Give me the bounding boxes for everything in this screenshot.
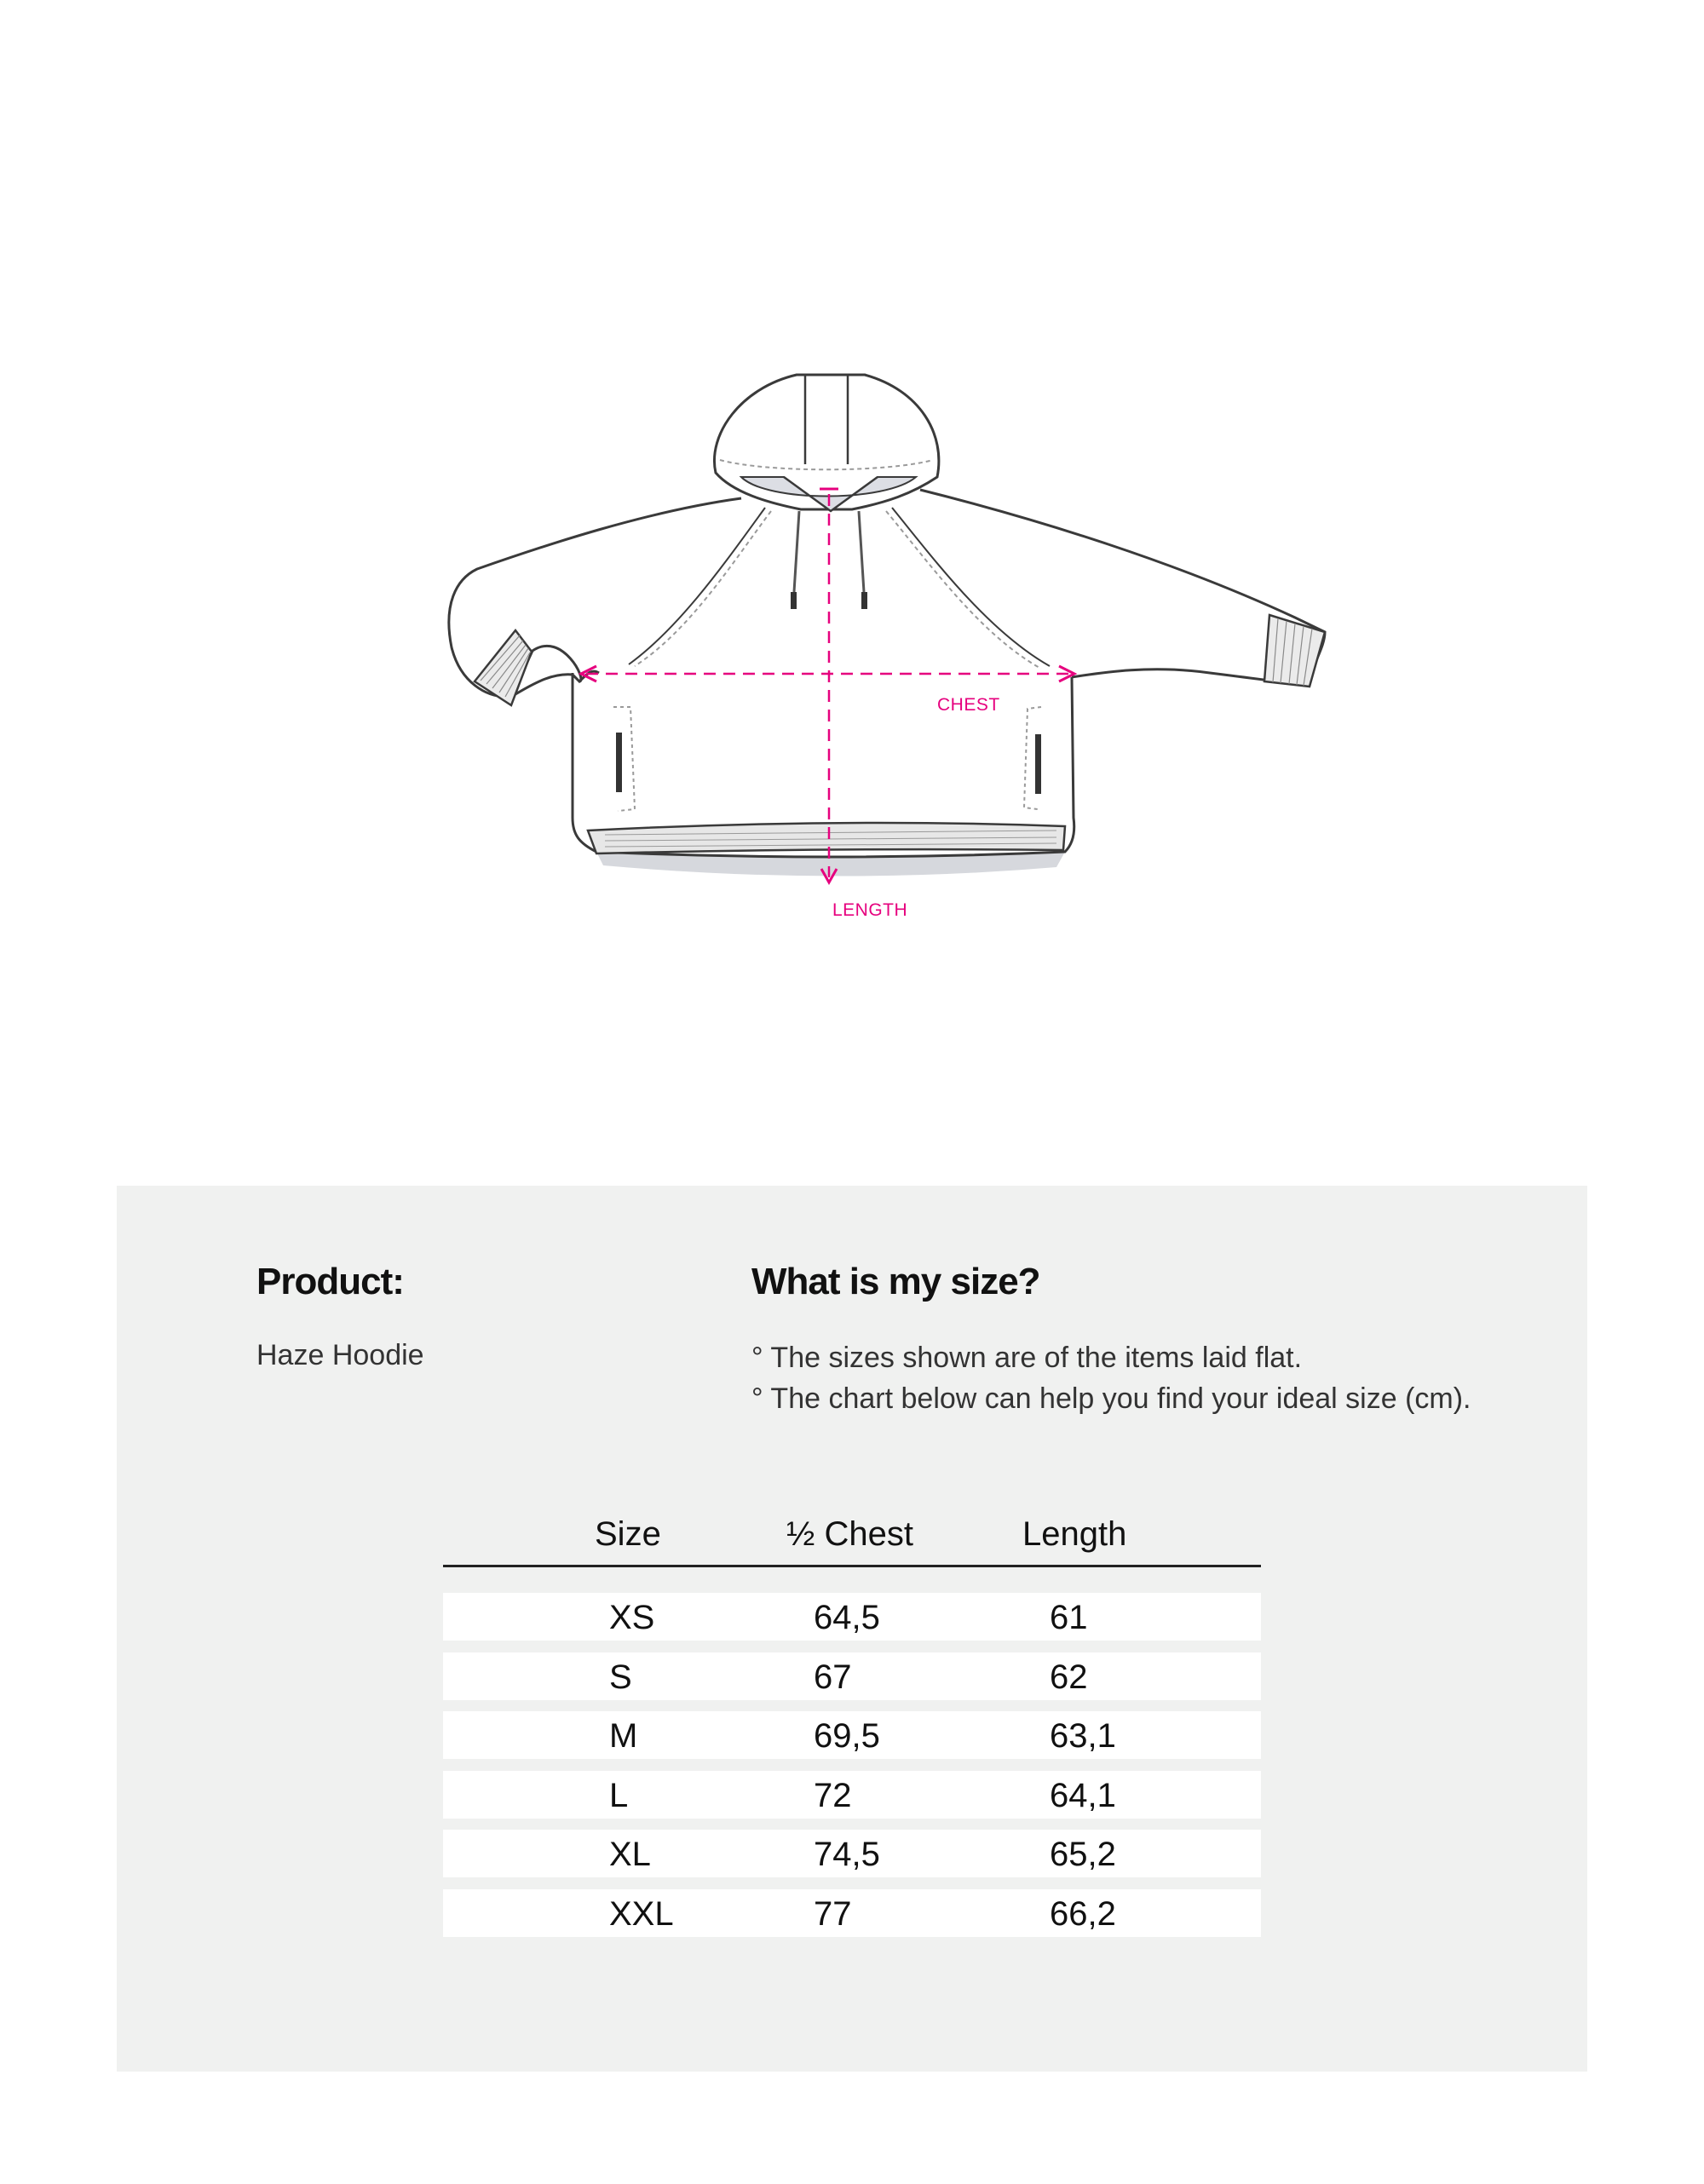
cell-length: 61 [1050, 1599, 1088, 1636]
size-table [443, 1509, 1261, 1948]
cell-length: 65,2 [1050, 1836, 1116, 1873]
cell-half-chest: 64,5 [814, 1599, 880, 1636]
cell-half-chest: 77 [814, 1894, 852, 1933]
cell-size: XXL [609, 1894, 674, 1933]
product-heading: Product: [256, 1261, 404, 1302]
table-row [443, 1593, 1261, 1641]
hoodie-diagram [0, 0, 1704, 963]
table-row [443, 1771, 1261, 1819]
hood-rim [720, 460, 933, 469]
cell-length: 64,1 [1050, 1776, 1116, 1814]
table-row [443, 1830, 1261, 1877]
right-raglan-line [892, 508, 1050, 666]
cell-size: XS [609, 1599, 655, 1636]
cell-length: 62 [1050, 1658, 1088, 1696]
cell-length: 66,2 [1050, 1894, 1116, 1933]
right-sleeve [920, 490, 1325, 686]
drawstring-tip-left [791, 592, 797, 609]
drawstring-tip-right [861, 592, 867, 609]
size-note: ° The chart below can help you find your ideal size (cm). [751, 1382, 1471, 1415]
cell-half-chest: 67 [814, 1658, 852, 1696]
size-note: ° The sizes shown are of the items laid flat. [751, 1342, 1303, 1374]
size-notes [751, 1337, 1471, 1419]
drawstring-right [859, 511, 864, 592]
left-cuff [475, 630, 532, 705]
cell-half-chest: 72 [814, 1776, 852, 1814]
chest-label: CHEST [937, 695, 1000, 715]
drawstring-left [794, 511, 799, 592]
table-row [443, 1652, 1261, 1700]
header-size: Size [595, 1515, 661, 1553]
cell-size: S [609, 1658, 632, 1696]
table-row [443, 1889, 1261, 1937]
left-pocket-zip [616, 733, 622, 792]
header-half-chest: ½ Chest [786, 1515, 913, 1553]
size-table-body [443, 1593, 1261, 1937]
product-name: Haze Hoodie [256, 1339, 424, 1371]
size-heading: What is my size? [751, 1261, 1040, 1302]
size-table-header [443, 1509, 1261, 1567]
size-info-panel [117, 1186, 1587, 2072]
cell-length: 63,1 [1050, 1717, 1116, 1755]
cell-size: XL [609, 1836, 651, 1873]
cell-size: L [609, 1776, 629, 1814]
length-label: LENGTH [832, 900, 908, 920]
right-pocket-zip [1035, 734, 1041, 794]
left-raglan-line [629, 508, 765, 664]
cell-size: M [609, 1717, 638, 1755]
table-row [443, 1711, 1261, 1759]
header-length: Length [1022, 1515, 1127, 1553]
cell-half-chest: 69,5 [814, 1717, 880, 1755]
cell-half-chest: 74,5 [814, 1836, 880, 1873]
